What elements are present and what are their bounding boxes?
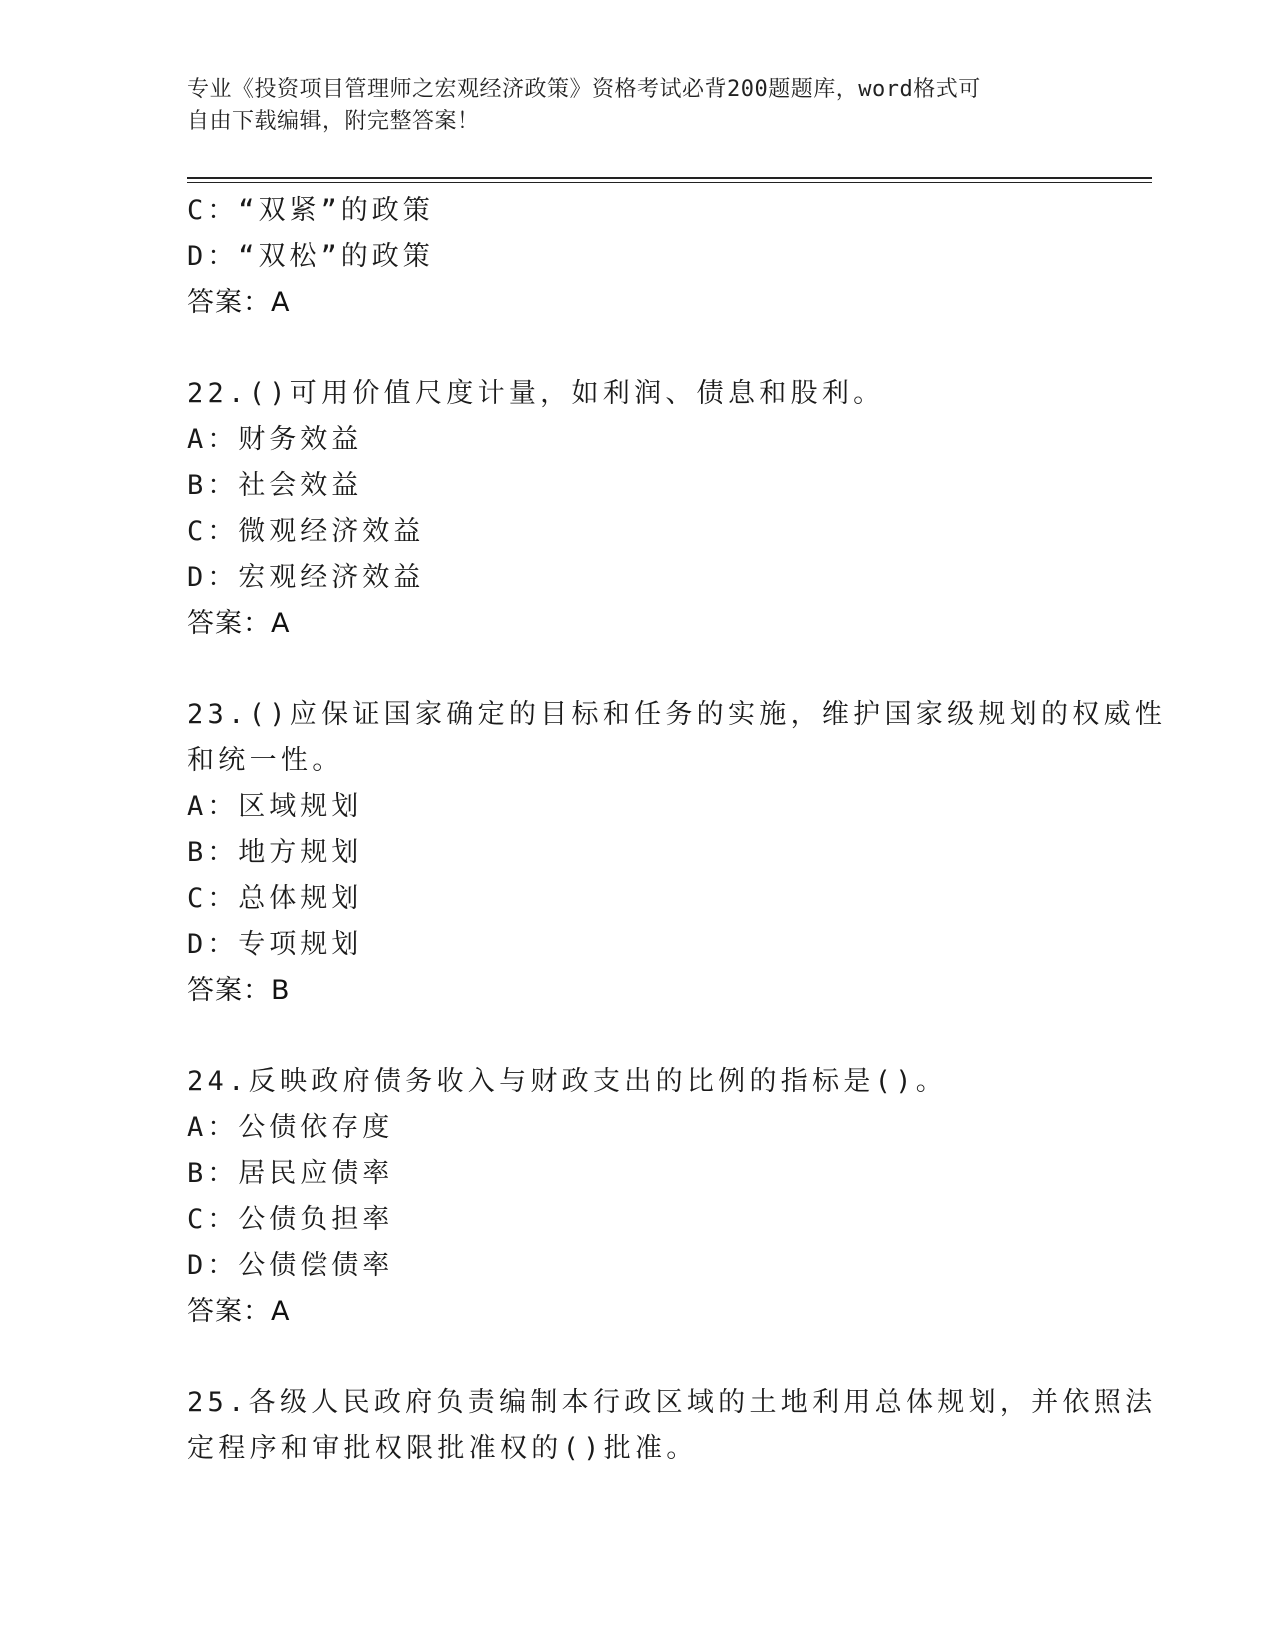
question-content [187, 188, 1167, 1472]
header-divider-thin [187, 182, 1152, 183]
option-b: B：社会效益 [187, 470, 363, 501]
answer-line: 答案：A [187, 608, 291, 639]
option-c: C：微观经济效益 [187, 516, 425, 547]
option-a: A：公债依存度 [187, 1112, 394, 1143]
header-line-1: 专业《投资项目管理师之宏观经济政策》资格考试必背200题题库，word格式可 [187, 77, 981, 102]
option-a: A：区域规划 [187, 791, 363, 822]
question-stem: 23.()应保证国家确定的目标和任务的实施，维护国家级规划的权威性 [187, 699, 1167, 730]
option-c: C：总体规划 [187, 883, 363, 914]
option-d: D：宏观经济效益 [187, 562, 425, 593]
option-b: B：地方规划 [187, 837, 363, 868]
question-block-25 [187, 1380, 1157, 1472]
question-stem: 25.各级人民政府负责编制本行政区域的土地利用总体规划，并依照法 [187, 1387, 1157, 1418]
answer-line: 答案：B [187, 975, 291, 1006]
question-stem-continued: 定程序和审批权限批准权的()批准。 [187, 1433, 698, 1464]
option-c: C：“双紧”的政策 [187, 195, 434, 226]
option-a: A：财务效益 [187, 424, 363, 455]
question-block-24 [187, 1059, 1087, 1335]
header-divider-thick [187, 177, 1152, 179]
header-line-2: 自由下载编辑，附完整答案！ [187, 109, 480, 134]
question-block-prev [187, 188, 1087, 326]
option-c: C：公债负担率 [187, 1204, 394, 1235]
option-d: D：“双松”的政策 [187, 241, 434, 272]
answer-line: 答案：A [187, 1296, 291, 1327]
option-b: B：居民应债率 [187, 1158, 394, 1189]
option-d: D：公债偿债率 [187, 1250, 394, 1281]
question-block-22 [187, 371, 1087, 647]
question-stem-continued: 和统一性。 [187, 745, 344, 776]
question-stem: 22.()可用价值尺度计量，如利润、债息和股利。 [187, 378, 885, 409]
answer-line: 答案：A [187, 287, 291, 318]
question-block-23 [187, 692, 1167, 1014]
document-header [187, 74, 1067, 138]
option-d: D：专项规划 [187, 929, 363, 960]
question-stem: 24.反映政府债务收入与财政支出的比例的指标是()。 [187, 1066, 948, 1097]
